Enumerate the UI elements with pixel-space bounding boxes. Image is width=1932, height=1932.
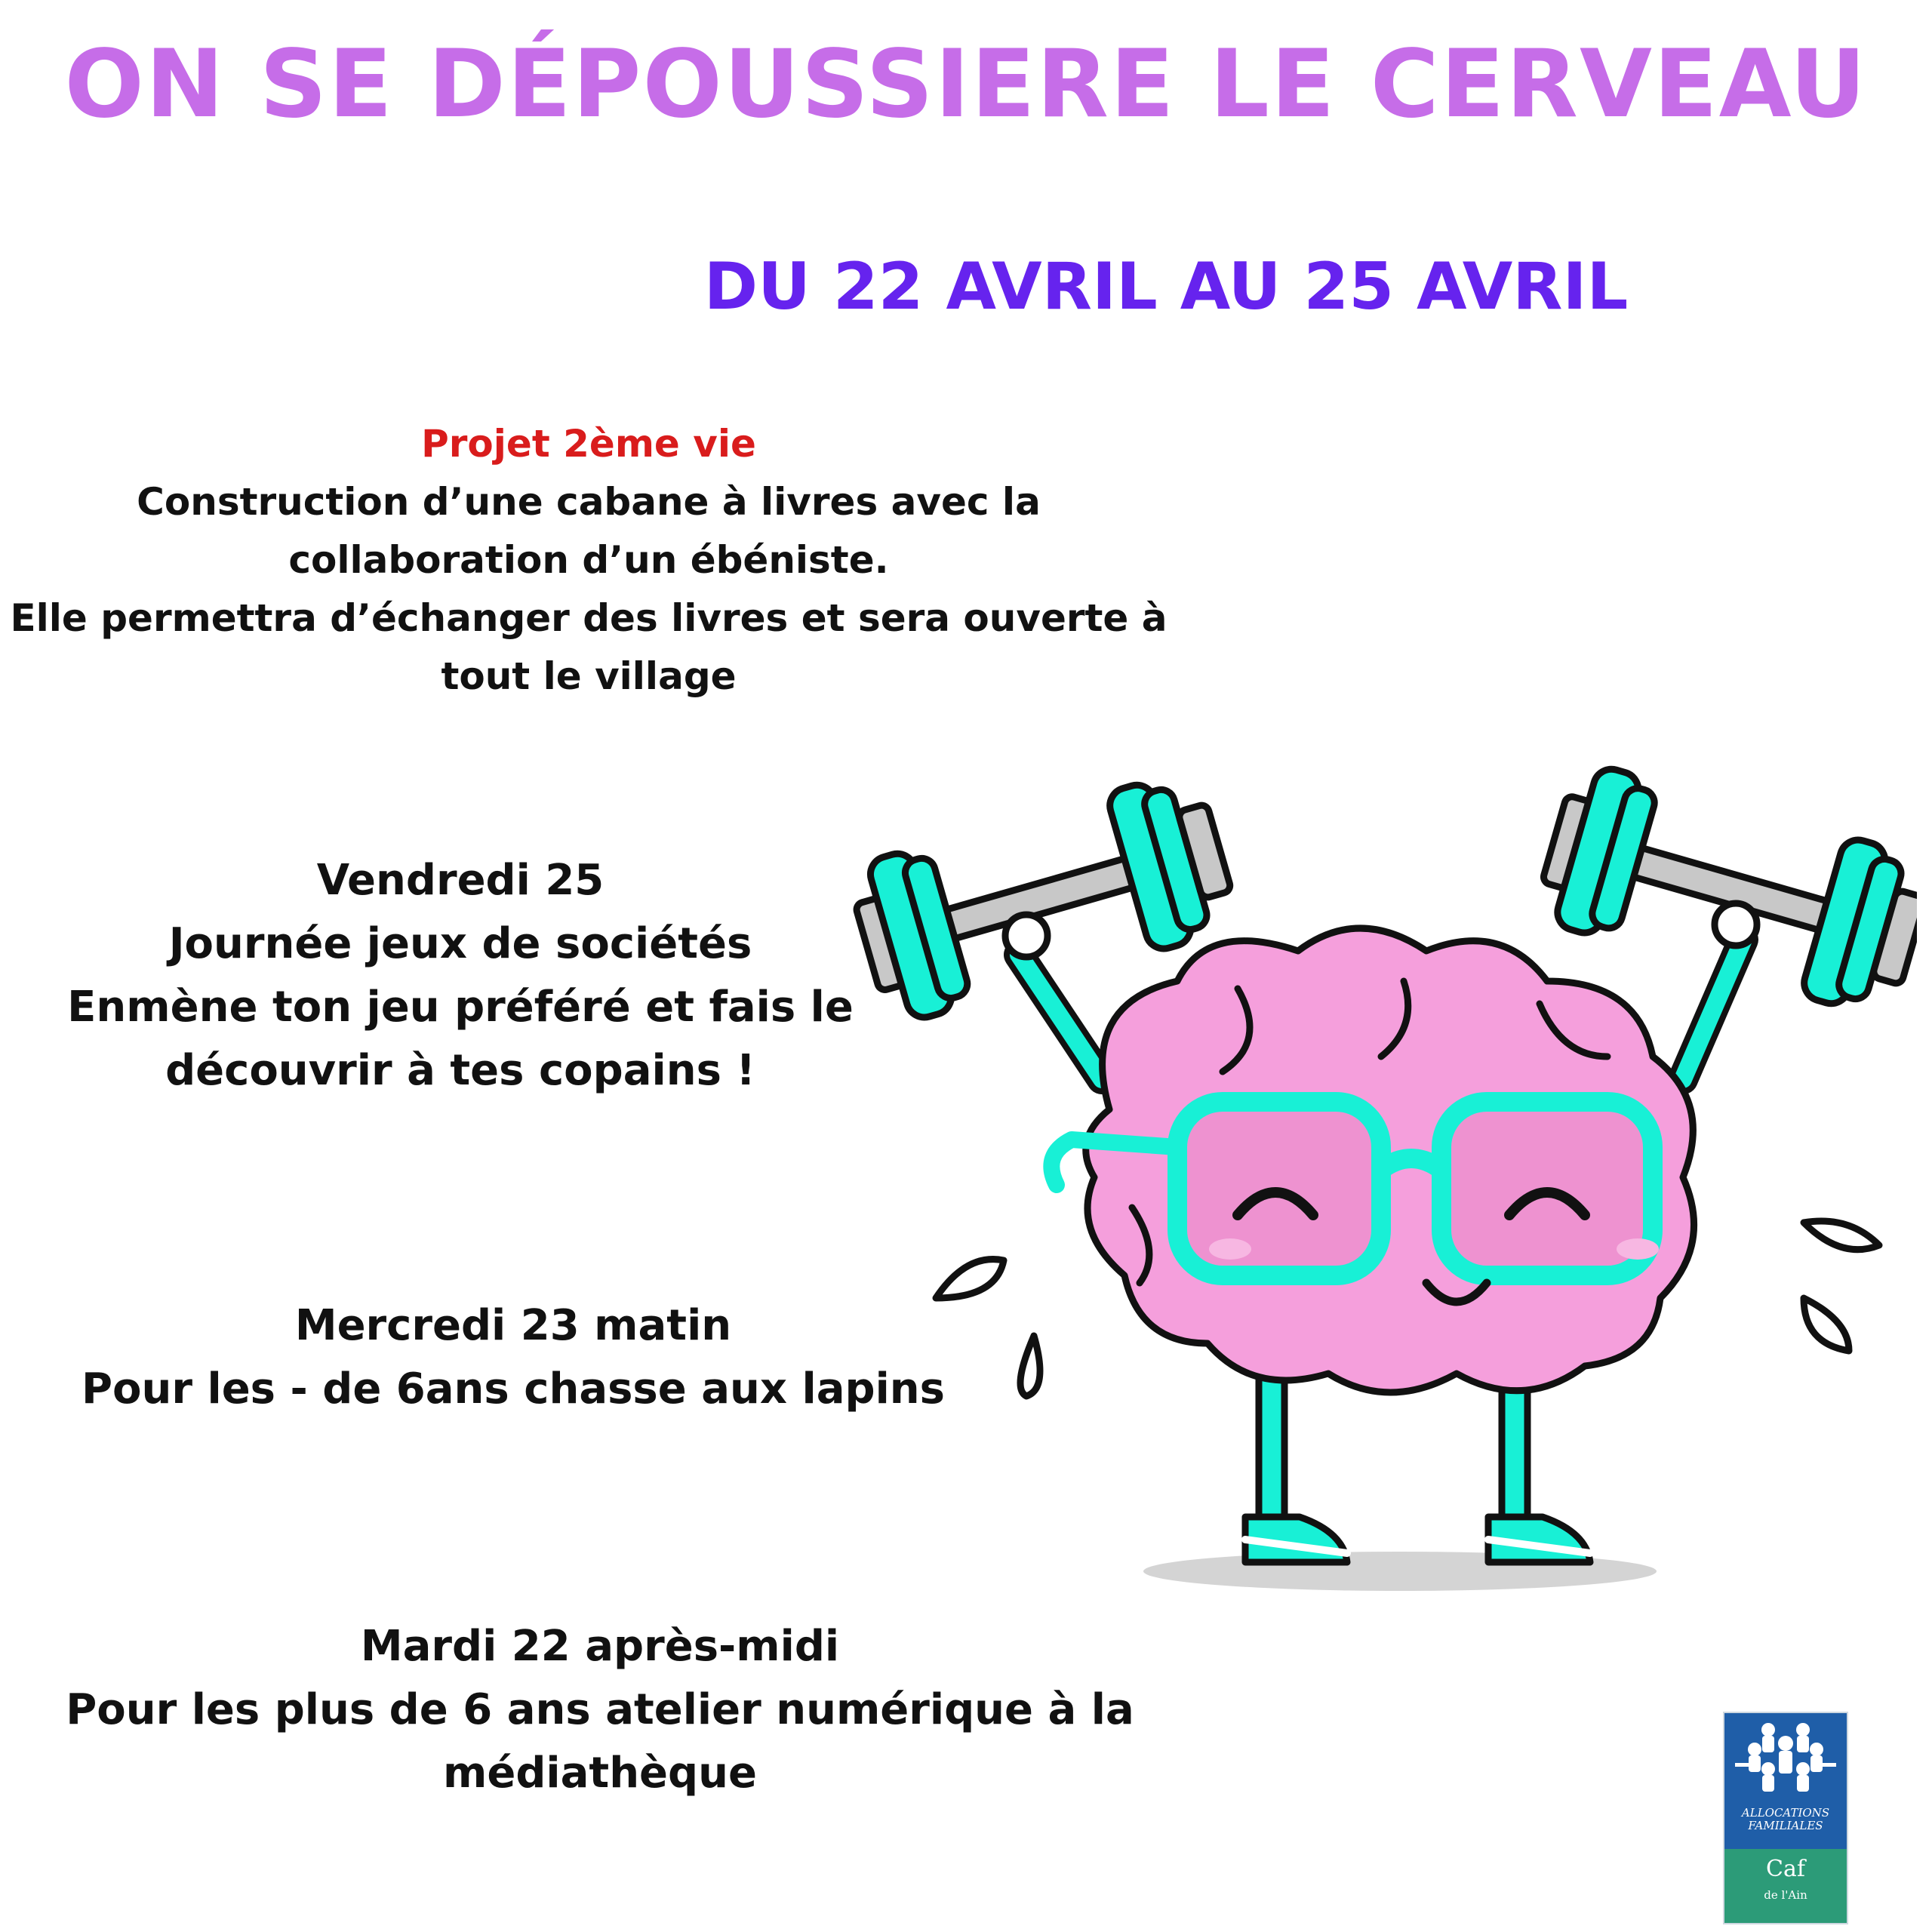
projet-block (0, 415, 1177, 706)
brain-lifting-dumbbells-illustration (845, 762, 1917, 1607)
projet-line: Construction d’une cabane à livres avec la (137, 480, 1041, 524)
caf-alloc-line: ALLOCATIONS (1741, 1806, 1830, 1820)
mardi-block (45, 1615, 1155, 1805)
projet-line: Elle permettra d’échanger des livres et sera ouverte à (10, 596, 1168, 640)
vendredi-line: Enmène ton jeu préféré et fais le (67, 983, 854, 1032)
mercredi-line: Mercredi 23 matin (294, 1301, 732, 1350)
mardi-line: Pour les plus de 6 ans atelier numérique à la (66, 1685, 1134, 1734)
page-title: ON SE DÉPOUSSIERE LE CERVEAU (64, 30, 1868, 139)
mardi-line: médiathèque (443, 1749, 757, 1798)
caf-alloc-line: FAMILIALES (1748, 1819, 1823, 1832)
vendredi-line: Journée jeux de sociétés (168, 919, 752, 968)
mardi-line: Mardi 22 après-midi (360, 1622, 840, 1671)
projet-heading: Projet 2ème vie (421, 422, 756, 466)
caf-allocations-text (1724, 1807, 1847, 1832)
caf-logo-top (1724, 1713, 1847, 1849)
caf-logo (1723, 1712, 1848, 1924)
family-figures-icon (1724, 1713, 1847, 1804)
projet-line: collaboration d’un ébéniste. (288, 538, 889, 582)
vendredi-block (45, 849, 875, 1103)
date-range: DU 22 AVRIL AU 25 AVRIL (703, 249, 1629, 325)
caf-name: Caf (1766, 1856, 1805, 1882)
vendredi-line: découvrir à tes copains ! (165, 1046, 755, 1095)
projet-line: tout le village (441, 654, 737, 698)
mercredi-line: Pour les - de 6ans chasse aux lapins (82, 1364, 945, 1414)
caf-department: de l'Ain (1764, 1888, 1807, 1902)
vendredi-line: Vendredi 25 (316, 856, 605, 905)
mercredi-block (45, 1294, 981, 1421)
